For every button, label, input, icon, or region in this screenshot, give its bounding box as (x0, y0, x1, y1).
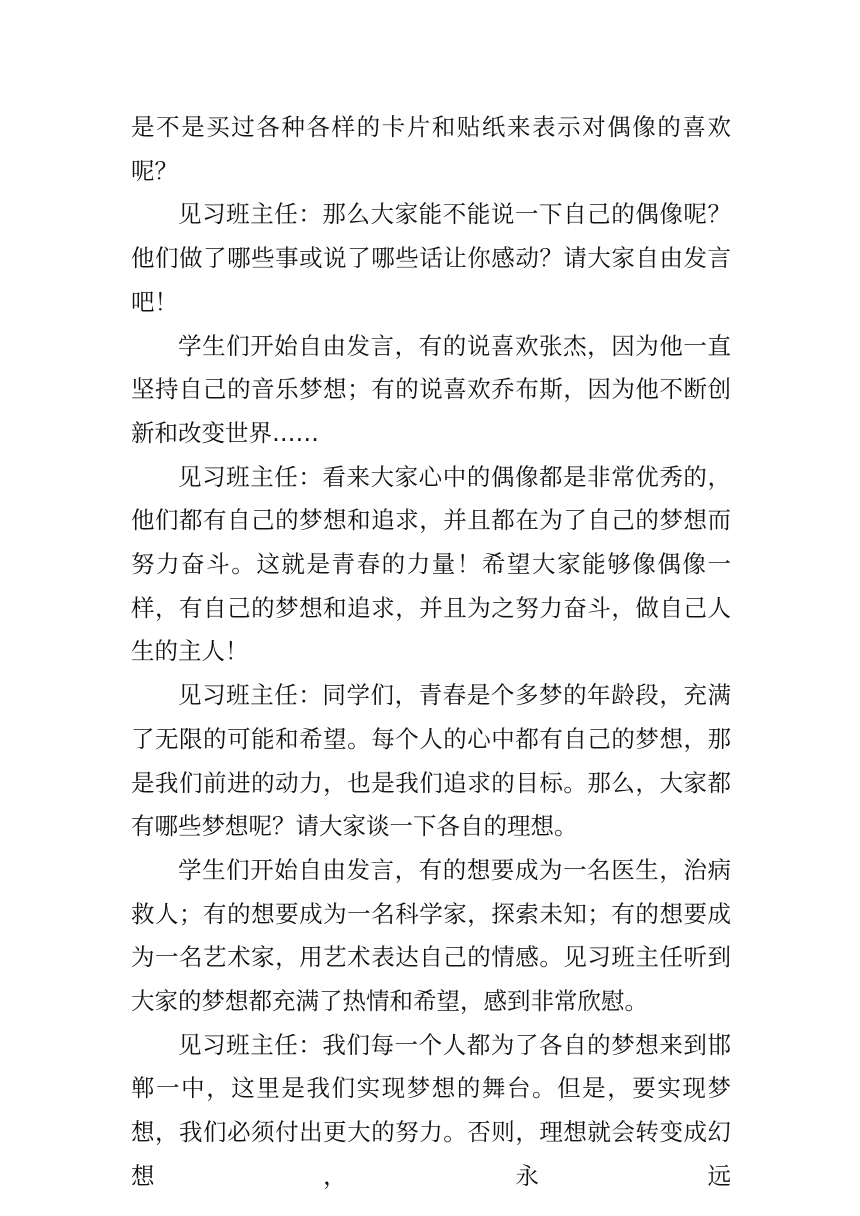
paragraph: 是不是买过各种各样的卡片和贴纸来表示对偶像的喜欢呢？ (131, 113, 731, 185)
paragraph: 见习班主任：看来大家心中的偶像都是非常优秀的，他们都有自己的梦想和追求，并且都在为了自己的梦想而努力奋斗。这就是青春的力量！希望大家能够像偶像一样，有自己的梦想和追求，并且为之努力奋斗，做自己人生的主人！ (131, 462, 731, 666)
paragraph: 见习班主任：那么大家能不能说一下自己的偶像呢？他们做了哪些事或说了哪些话让你感动？请大家自由发言吧！ (131, 200, 731, 316)
body-text (131, 106, 731, 1199)
paragraph: 见习班主任：我们每一个人都为了各自的梦想来到邯郸一中，这里是我们实现梦想的舞台。但是，要实现梦想，我们必须付出更大的努力。否则，理想就会转变成幻想，永远 (131, 1030, 731, 1190)
paragraph: 学生们开始自由发言，有的说喜欢张杰，因为他一直坚持自己的音乐梦想；有的说喜欢乔布斯，因为他不断创新和改变世界…… (131, 331, 731, 447)
paragraph: 见习班主任：同学们，青春是个多梦的年龄段，充满了无限的可能和希望。每个人的心中都有自己的梦想，那是我们前进的动力，也是我们追求的目标。那么，大家都有哪些梦想呢？请大家谈一下各自的理想。 (131, 681, 731, 841)
paragraph: 学生们开始自由发言，有的想要成为一名医生，治病救人；有的想要成为一名科学家，探索未知；有的想要成为一名艺术家，用艺术表达自己的情感。见习班主任听到大家的梦想都充满了热情和希望，感到非常欣慰。 (131, 855, 731, 1016)
